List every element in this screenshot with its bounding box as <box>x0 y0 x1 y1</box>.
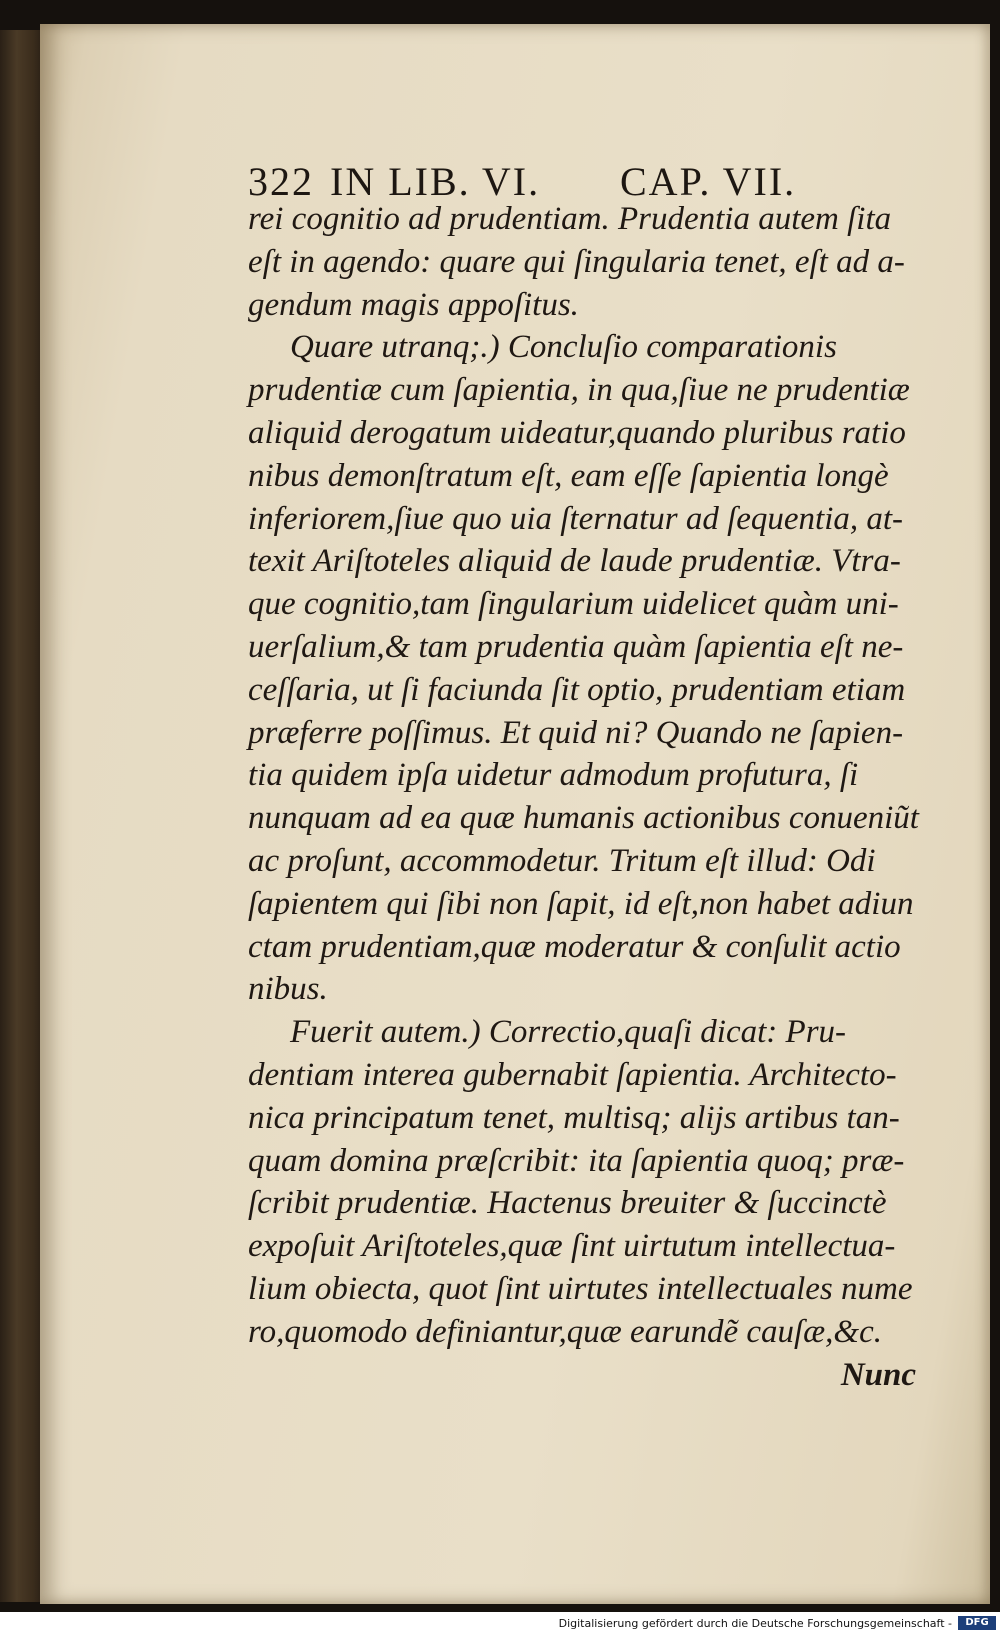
footer-bar <box>0 1612 1000 1635</box>
text-line: aliquid derogatum uideatur,quando pluribus ratio <box>248 414 906 451</box>
text-line: tia quidem ipſa uidetur admodum profutura, ſi <box>248 757 859 794</box>
catchword: Nunc <box>840 1356 916 1393</box>
text-line: ctam prudentiam,quæ moderatur & conſulit actio <box>248 928 901 965</box>
text-line: gendum magis appoſitus. <box>248 286 579 323</box>
text-line: texit Ariſtoteles aliquid de laude prudentiæ. Vtra- <box>248 543 901 580</box>
paragraph-start-line: Fuerit autem.) Correctio,quaſi dicat: Pru- <box>290 1014 847 1051</box>
text-line: lium obiecta, quot ſint uirtutes intellectuales nume <box>248 1270 913 1307</box>
page-text <box>248 198 928 1396</box>
text-line: ceſſaria, ut ſi faciunda ſit optio, prudentiam etiam <box>248 671 906 708</box>
text-line: nibus demonſtratum eſt, eam eſſe ſapientia longè <box>248 457 889 494</box>
text-line: nunquam ad ea quæ humanis actionibus conueniũt <box>248 800 919 837</box>
header-book: IN LIB. VI. <box>330 159 541 204</box>
text-line: rei cognitio ad prudentiam. Prudentia autem ſita <box>248 201 892 237</box>
text-line: que cognitio,tam ſingularium uidelicet quàm uni- <box>248 586 899 623</box>
text-line: ro,quomodo definiantur,quæ earundẽ cauſæ,&c. <box>248 1313 882 1350</box>
page-number: 322 <box>248 159 314 204</box>
paragraph-start-line: Quare utranq;.) Concluſio comparationis <box>290 329 837 366</box>
text-line: nica principatum tenet, multisq; alijs artibus tan- <box>248 1099 900 1136</box>
header-chapter: CAP. VII. <box>620 159 797 204</box>
text-line: eſt in agendo: quare qui ſingularia tenet, eſt ad a- <box>248 243 905 280</box>
text-line: inferiorem,ſiue quo uia ſternatur ad ſequentia, at- <box>248 500 904 537</box>
text-line: præferre poſſimus. Et quid ni? Quando ne ſapien- <box>248 714 904 751</box>
text-line: uerſalium,& tam prudentia quàm ſapientia eſt ne- <box>248 628 904 665</box>
text-line: expoſuit Ariſtoteles,quæ ſint uirtutum intellectua- <box>248 1228 896 1265</box>
text-line: nibus. <box>248 971 328 1008</box>
dfg-logo: DFG <box>958 1616 996 1630</box>
text-line: ac proſunt, accommodetur. Tritum eſt illud: Odi <box>248 842 876 879</box>
text-line: dentiam interea gubernabit ſapientia. Architecto- <box>248 1056 897 1093</box>
text-line: quam domina præſcribit: ita ſapientia quoq; præ- <box>248 1142 905 1179</box>
text-line: prudentiæ cum ſapientia, in qua,ſiue ne prudentiæ <box>248 372 910 409</box>
text-line: ſcribit prudentiæ. Hactenus breuiter & ſuccinctè <box>248 1185 887 1222</box>
funding-notice: Digitalisierung gefördert durch die Deutsche Forschungsgemeinschaft - <box>558 1617 952 1630</box>
text-line: ſapientem qui ſibi non ſapit, id eſt,non habet adiun <box>248 885 914 922</box>
